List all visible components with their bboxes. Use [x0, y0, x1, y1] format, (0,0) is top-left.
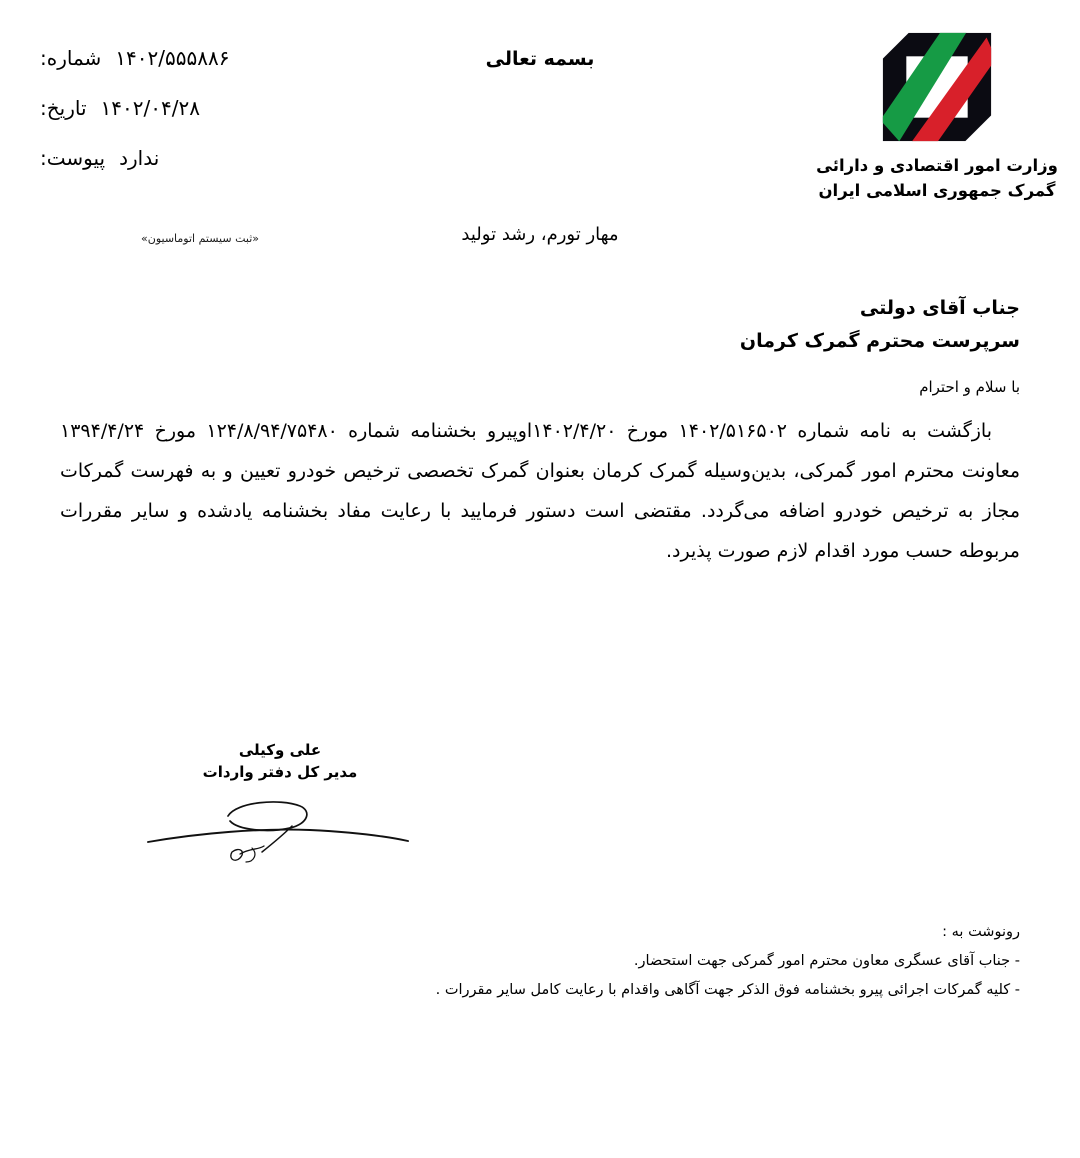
- cc-title: رونوشت به :: [942, 924, 1020, 940]
- customs-name: گمرک جمهوری اسلامی ایران: [818, 180, 1056, 200]
- ministry-name: وزارت امور اقتصادی و دارائی: [816, 156, 1058, 175]
- letter-attachment-value: ندارد: [119, 146, 160, 170]
- addressee-title: سرپرست محترم گمرک کرمان: [739, 330, 1020, 353]
- addressee-block: [740, 292, 1020, 359]
- handwritten-signature-icon: [140, 786, 420, 866]
- addressee-name: جناب آقای دولتی: [859, 297, 1020, 319]
- organization-name: [812, 154, 1062, 204]
- letter-date-value: ۱۴۰۲/۰۴/۲۸: [100, 96, 200, 120]
- automation-registration-note: «ثبت سیستم اتوماسیون»: [141, 232, 259, 245]
- letter-body: بازگشت به نامه شماره ۱۴۰۲/۵۱۶۵۰۲ مورخ ۱۴۰۲/۴/۲۰اوپیرو بخشنامه شماره ۱۲۴/۸/۹۴/۷۵۴۸۰ مورخ ۱۳۹۴/۴/۲۴ معاونت محترم امور گمرکی، بدین‌وسیله گمرک کرمان بعنوان گمرک تخصصی ترخیص خودرو تعیین و به فهرست گمرکات مجاز به ترخیص خودرو اضافه می‌گردد. مقتضی است دستور فرمایید با رعایت مفاد بخشنامه یادشده و سایر مقررات مربوطه حسب مورد اقدام لازم صورت پذیرد.: [60, 420, 1020, 562]
- year-slogan: مهار تورم، رشد تولید: [461, 224, 619, 245]
- letter-date-label: تاریخ:: [40, 96, 87, 120]
- signer-title: مدیر کل دفتر واردات: [202, 762, 358, 781]
- signature-block: [120, 740, 440, 866]
- letter-meta: [40, 46, 360, 196]
- letterhead: [0, 0, 1080, 270]
- salutation: با سلام و احترام: [919, 378, 1020, 396]
- carbon-copy-block: [436, 918, 1020, 1005]
- letter-number-label: شماره:: [40, 46, 102, 70]
- letter-number-value: ۱۴۰۲/۵۵۵۸۸۶: [115, 46, 230, 70]
- signer-name: علی وکیلی: [238, 741, 322, 759]
- irica-customs-logo-icon: [878, 28, 996, 146]
- letter-date-row: [40, 96, 360, 120]
- letter-number-row: [40, 46, 360, 70]
- letter-attachment-row: [40, 146, 360, 170]
- cc-item: - جناب آقای عسگری معاون محترم امور گمرکی جهت استحضار.: [633, 953, 1020, 969]
- cc-item: - کلیه گمرکات اجرائی پیرو بخشنامه فوق الذکر جهت آگاهی واقدام با رعایت کامل سایر مقررات .: [435, 982, 1020, 998]
- letter-attachment-label: پیوست:: [40, 146, 106, 170]
- besmeh-taali: بسمه تعالی: [485, 48, 595, 70]
